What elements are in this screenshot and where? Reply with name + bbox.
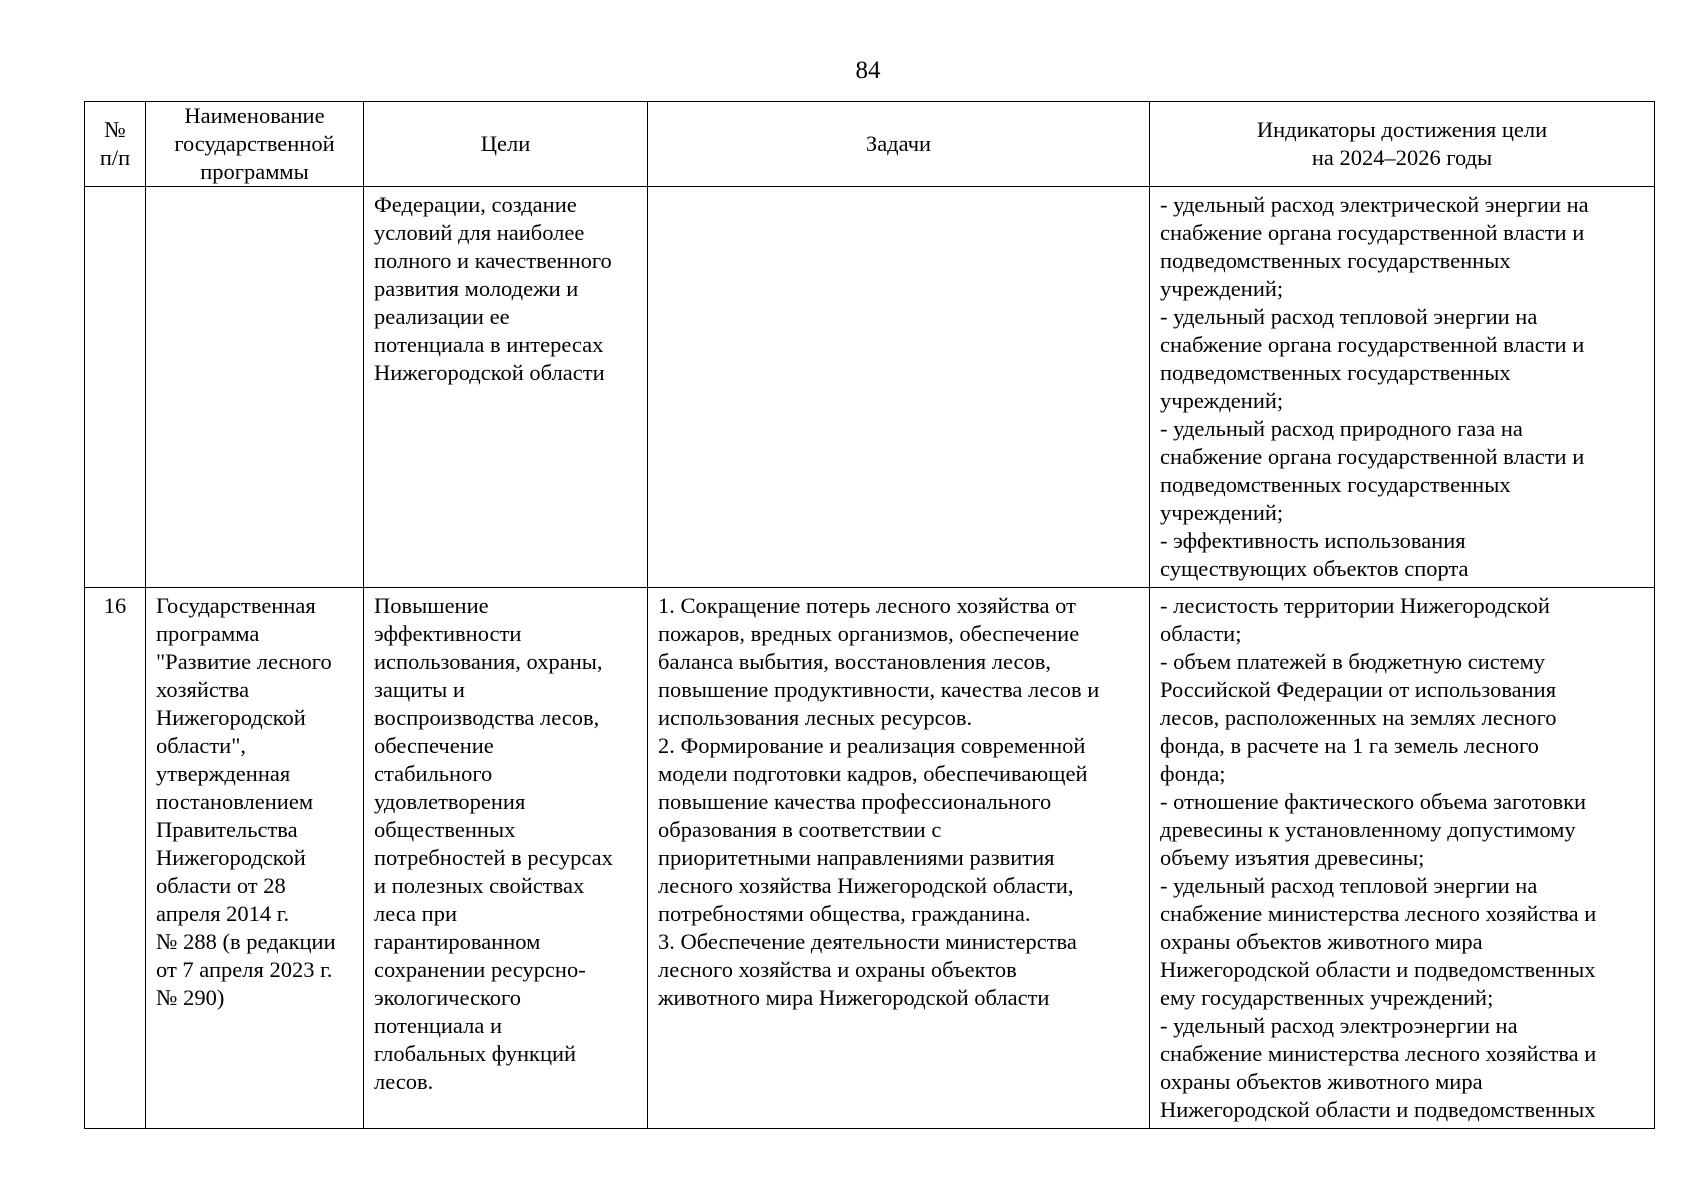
text-line: и полезных свойствах xyxy=(374,873,585,898)
text-line: 3. Обеспечение деятельности министерства xyxy=(658,929,1077,954)
text-line: № 288 (в редакции xyxy=(156,929,336,954)
table-row xyxy=(85,588,1655,1129)
header-tasks xyxy=(648,102,1150,187)
text-line: от 7 апреля 2023 г. xyxy=(156,957,333,982)
table-header-row xyxy=(85,102,1655,187)
text-line: потребностей в ресурсах xyxy=(374,845,613,870)
header-goals xyxy=(364,102,648,187)
text-line: сохранении ресурсно- xyxy=(374,957,586,982)
text-line: Индикаторы достижения цели xyxy=(1256,117,1548,142)
text-line: снабжение органа государственной власти и xyxy=(1160,444,1585,469)
text-line: стабильного xyxy=(374,761,493,786)
text-line: лесов. xyxy=(374,1069,434,1094)
text-line: Задачи xyxy=(865,131,932,156)
header-num xyxy=(85,102,146,187)
text-line: области от 28 xyxy=(156,873,286,898)
text-line: древесины к установленному допустимому xyxy=(1160,817,1576,842)
text-line: утвержденная xyxy=(156,761,291,786)
indicators-cell xyxy=(1150,187,1655,588)
programs-table xyxy=(84,101,1655,1129)
text-line: Цели xyxy=(480,131,531,156)
text-line: условий для наиболее xyxy=(374,220,585,245)
text-line: образования в соответствии с xyxy=(658,817,942,842)
text-line: Государственная xyxy=(156,593,316,618)
text-line: Нижегородской области и подведомственных xyxy=(1160,1097,1596,1122)
text-line: Повышение xyxy=(374,593,489,618)
text-line: использования, охраны, xyxy=(374,649,603,674)
text-line: - лесистость территории Нижегородской xyxy=(1160,593,1550,618)
text-line: постановлением xyxy=(156,789,314,814)
text-line: области", xyxy=(156,733,247,758)
text-line: снабжение органа государственной власти и xyxy=(1160,332,1585,357)
text-line: лесного хозяйства и охраны объектов xyxy=(658,957,1017,982)
text-line: Правительства xyxy=(156,817,298,842)
text-line: полного и качественного xyxy=(374,248,612,273)
text-line: лесного хозяйства Нижегородской области, xyxy=(658,873,1074,898)
text-line: программа xyxy=(156,621,260,646)
text-line: животного мира Нижегородской области xyxy=(658,985,1050,1010)
text-line: фонда; xyxy=(1160,761,1226,786)
text-line: баланса выбытия, восстановления лесов, xyxy=(658,649,1052,674)
text-line: снабжение министерства лесного хозяйства и xyxy=(1160,901,1597,926)
text-line: № xyxy=(104,117,126,142)
text-line: фонда, в расчете на 1 га земель лесного xyxy=(1160,733,1539,758)
text-line: Федерации, создание xyxy=(374,192,577,217)
program-cell xyxy=(146,187,364,588)
program-cell xyxy=(146,588,364,1129)
text-line: лесов, расположенных на землях лесного xyxy=(1160,705,1557,730)
page-number: 84 xyxy=(855,57,881,84)
indicators-cell xyxy=(1150,588,1655,1129)
text-line: повышение качества профессионального xyxy=(658,789,1052,814)
tasks-cell xyxy=(648,187,1150,588)
text-line: Нижегородской xyxy=(156,705,306,730)
goals-cell xyxy=(364,588,648,1129)
text-line: - удельный расход природного газа на xyxy=(1160,416,1523,441)
text-line: гарантированном xyxy=(374,929,541,954)
text-line: обеспечение xyxy=(374,733,494,758)
text-line: области; xyxy=(1160,621,1242,646)
text-line: Нижегородской области xyxy=(374,360,605,385)
text-line: снабжение органа государственной власти и xyxy=(1160,220,1585,245)
header-program xyxy=(146,102,364,187)
text-line: потенциала в интересах xyxy=(374,332,604,357)
text-line: - удельный расход электрической энергии на xyxy=(1160,192,1589,217)
text-line: программы xyxy=(200,159,309,184)
text-line: № 290) xyxy=(156,985,225,1010)
goals-cell xyxy=(364,187,648,588)
text-line: общественных xyxy=(374,817,516,842)
text-line: повышение продуктивности, качества лесов и xyxy=(658,677,1100,702)
text-line: потенциала и xyxy=(374,1013,503,1038)
row-number-cell xyxy=(85,187,146,588)
table-row xyxy=(85,187,1655,588)
text-line: государственной xyxy=(174,131,335,156)
text-line: Российской Федерации от использования xyxy=(1160,677,1557,702)
text-line: - удельный расход тепловой энергии на xyxy=(1160,873,1538,898)
text-line: - отношение фактического объема заготовки xyxy=(1160,789,1587,814)
tasks-cell xyxy=(648,588,1150,1129)
header-indicators xyxy=(1150,102,1655,187)
text-line: снабжение министерства лесного хозяйства и xyxy=(1160,1041,1597,1066)
text-line: эффективности xyxy=(374,621,522,646)
text-line: на 2024–2026 годы xyxy=(1311,145,1493,170)
text-line: - удельный расход электроэнергии на xyxy=(1160,1013,1518,1038)
text-line: апреля 2014 г. xyxy=(156,901,290,926)
text-line: п/п xyxy=(99,145,131,170)
text-line: 1. Сокращение потерь лесного хозяйства от xyxy=(658,593,1076,618)
text-line: существующих объектов спорта xyxy=(1160,556,1469,581)
text-line: Нижегородской области и подведомственных xyxy=(1160,957,1596,982)
text-line: "Развитие лесного xyxy=(156,649,332,674)
text-line: учреждений; xyxy=(1160,388,1284,413)
text-line: Наименование xyxy=(184,103,325,128)
text-line: ему государственных учреждений; xyxy=(1160,985,1494,1010)
text-line: учреждений; xyxy=(1160,500,1284,525)
text-line: воспроизводства лесов, xyxy=(374,705,600,730)
text-line: - эффективность использования xyxy=(1160,528,1466,553)
text-line: хозяйства xyxy=(156,677,250,702)
row-number-cell: 16 xyxy=(85,588,146,1129)
text-line: леса при xyxy=(374,901,457,926)
text-line: 2. Формирование и реализация современной xyxy=(658,733,1086,758)
text-line: использования лесных ресурсов. xyxy=(658,705,973,730)
text-line: подведомственных государственных xyxy=(1160,360,1511,385)
text-line: Нижегородской xyxy=(156,845,306,870)
text-line: реализации ее xyxy=(374,304,510,329)
text-line: развития молодежи и xyxy=(374,276,579,301)
text-line: глобальных функций xyxy=(374,1041,577,1066)
text-line: - удельный расход тепловой энергии на xyxy=(1160,304,1538,329)
text-line: учреждений; xyxy=(1160,276,1284,301)
text-line: приоритетными направлениями развития xyxy=(658,845,1055,870)
text-line: подведомственных государственных xyxy=(1160,472,1511,497)
text-line: потребностями общества, гражданина. xyxy=(658,901,1031,926)
text-line: объему изъятия древесины; xyxy=(1160,845,1425,870)
text-line: защиты и xyxy=(374,677,465,702)
text-line: - объем платежей в бюджетную систему xyxy=(1160,649,1546,674)
text-line: экологического xyxy=(374,985,521,1010)
text-line: подведомственных государственных xyxy=(1160,248,1511,273)
text-line: удовлетворения xyxy=(374,789,526,814)
text-line: охраны объектов животного мира xyxy=(1160,929,1483,954)
text-line: пожаров, вредных организмов, обеспечение xyxy=(658,621,1080,646)
text-line: охраны объектов животного мира xyxy=(1160,1069,1483,1094)
text-line: модели подготовки кадров, обеспечивающей xyxy=(658,761,1088,786)
